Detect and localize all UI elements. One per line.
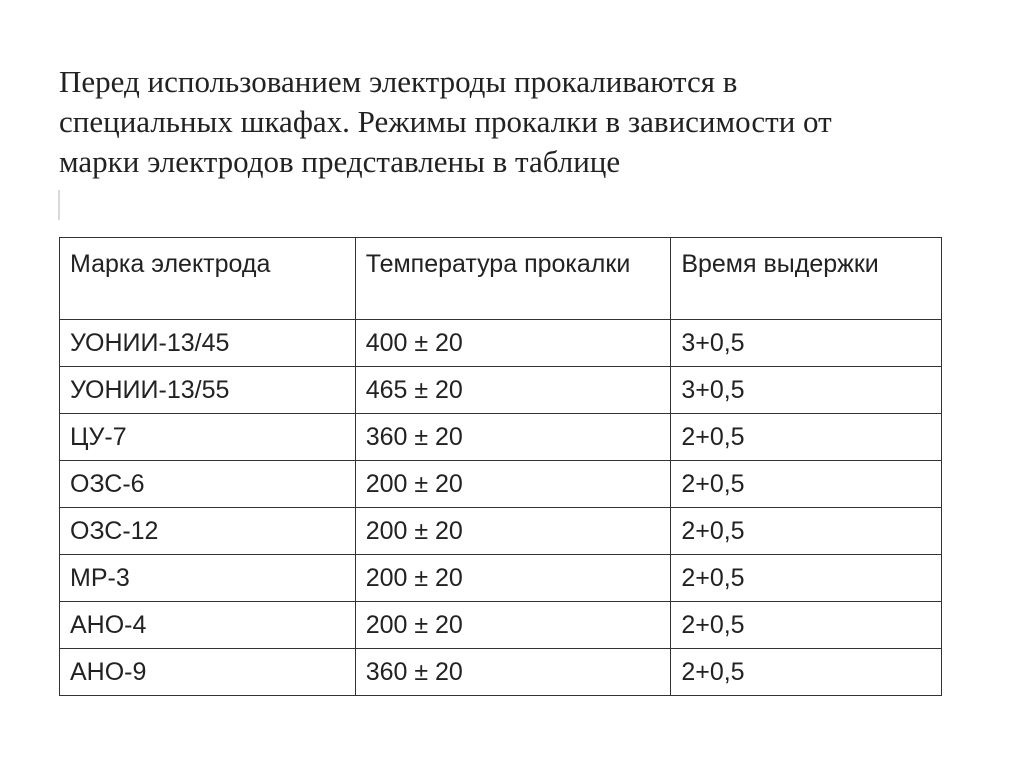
cell-temperature: 465 ± 20 — [355, 367, 671, 414]
cell-temperature: 360 ± 20 — [355, 414, 671, 461]
cell-electrode-grade: АНО-9 — [60, 649, 356, 696]
intro-paragraph — [59, 62, 959, 182]
cell-electrode-grade: УОНИИ-13/45 — [60, 320, 356, 367]
cell-electrode-grade: МР-3 — [60, 555, 356, 602]
cell-electrode-grade: УОНИИ-13/55 — [60, 367, 356, 414]
cell-temperature: 400 ± 20 — [355, 320, 671, 367]
divider-mark — [58, 190, 60, 220]
table-row — [60, 367, 942, 414]
table-row — [60, 508, 942, 555]
cell-holding-time: 2+0,5 — [671, 508, 942, 555]
cell-electrode-grade: АНО-4 — [60, 602, 356, 649]
table-row — [60, 320, 942, 367]
table-row — [60, 555, 942, 602]
table-row — [60, 649, 942, 696]
cell-temperature: 360 ± 20 — [355, 649, 671, 696]
cell-electrode-grade: ОЗС-12 — [60, 508, 356, 555]
cell-holding-time: 2+0,5 — [671, 461, 942, 508]
cell-holding-time: 2+0,5 — [671, 555, 942, 602]
cell-electrode-grade: ОЗС-6 — [60, 461, 356, 508]
header-holding-time: Время выдержки — [671, 238, 942, 320]
header-temperature: Температура прокалки — [355, 238, 671, 320]
cell-temperature: 200 ± 20 — [355, 508, 671, 555]
intro-line: Перед использованием электроды прокаливаются в — [59, 64, 738, 99]
header-electrode-grade: Марка электрода — [60, 238, 356, 320]
cell-holding-time: 3+0,5 — [671, 320, 942, 367]
cell-holding-time: 2+0,5 — [671, 414, 942, 461]
cell-temperature: 200 ± 20 — [355, 602, 671, 649]
table-row — [60, 414, 942, 461]
cell-holding-time: 2+0,5 — [671, 602, 942, 649]
intro-line: марки электродов представлены в таблице — [59, 144, 621, 179]
electrode-table — [59, 237, 942, 696]
cell-temperature: 200 ± 20 — [355, 461, 671, 508]
cell-electrode-grade: ЦУ-7 — [60, 414, 356, 461]
cell-holding-time: 3+0,5 — [671, 367, 942, 414]
table-header-row — [60, 238, 942, 320]
cell-temperature: 200 ± 20 — [355, 555, 671, 602]
table-row — [60, 602, 942, 649]
table-row — [60, 461, 942, 508]
cell-holding-time: 2+0,5 — [671, 649, 942, 696]
intro-line: специальных шкафах. Режимы прокалки в зависимости от — [59, 104, 832, 139]
